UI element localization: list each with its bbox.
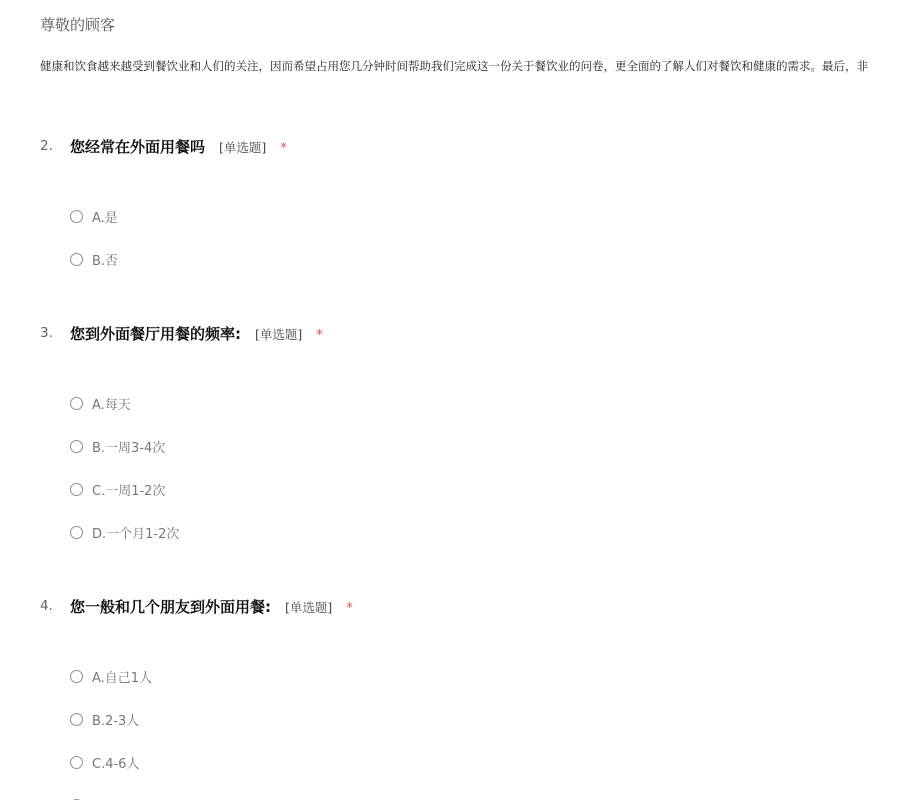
- option-3-b[interactable]: [70, 436, 165, 456]
- option-label[interactable]: A.自己1人: [92, 670, 153, 686]
- radio-button[interactable]: [70, 483, 83, 496]
- question-title: 您经常在外面用餐吗: [70, 138, 206, 156]
- question-type-tag: [单选题]: [219, 140, 267, 155]
- option-2-a[interactable]: [70, 206, 118, 226]
- question-header: [40, 136, 890, 160]
- option-label[interactable]: A.是: [92, 210, 118, 226]
- option-label[interactable]: A.每天: [92, 397, 131, 413]
- option-label[interactable]: C.一周1-2次: [92, 483, 166, 499]
- question-2: [40, 136, 890, 269]
- option-label[interactable]: C.4-6人: [92, 756, 140, 772]
- radio-button[interactable]: [70, 397, 83, 410]
- question-header: [40, 323, 890, 347]
- question-type-tag: [单选题]: [255, 327, 303, 342]
- option-4-a[interactable]: [70, 666, 152, 686]
- radio-button[interactable]: [70, 210, 83, 223]
- required-marker: *: [346, 601, 353, 616]
- required-marker: *: [280, 141, 287, 156]
- option-label[interactable]: B.2-3人: [92, 713, 140, 729]
- question-number: 2.: [40, 138, 53, 154]
- option-3-d[interactable]: [70, 522, 179, 542]
- survey-intro: 健康和饮食越来越受到餐饮业和人们的关注，因而希望占用您几分钟时间帮助我们完成这一份关于餐饮业的问卷，更全面的了解人们对餐饮和健康的需求。最后，非: [40, 59, 868, 73]
- question-title-group: [70, 323, 323, 344]
- question-type-tag: [单选题]: [285, 600, 333, 615]
- question-title: 您到外面餐厅用餐的频率:: [70, 325, 241, 343]
- radio-button[interactable]: [70, 756, 83, 769]
- option-label[interactable]: D.一个月1-2次: [92, 526, 180, 542]
- radio-button[interactable]: [70, 670, 83, 683]
- question-4: [40, 596, 890, 772]
- option-label[interactable]: B.一周3-4次: [92, 440, 166, 456]
- radio-button[interactable]: [70, 713, 83, 726]
- option-3-c[interactable]: [70, 479, 165, 499]
- question-number: 4.: [40, 598, 53, 614]
- option-4-b[interactable]: [70, 709, 139, 729]
- option-3-a[interactable]: [70, 393, 131, 413]
- question-title-group: [70, 136, 287, 157]
- option-4-c[interactable]: [70, 752, 139, 772]
- option-4-d[interactable]: [70, 795, 92, 800]
- radio-button[interactable]: [70, 253, 83, 266]
- option-label[interactable]: B.否: [92, 253, 119, 269]
- survey-greeting: 尊敬的顾客: [40, 16, 116, 34]
- radio-button[interactable]: [70, 440, 83, 453]
- required-marker: *: [316, 328, 323, 343]
- radio-button[interactable]: [70, 526, 83, 539]
- option-2-b[interactable]: [70, 249, 118, 269]
- question-title-group: [70, 596, 353, 617]
- question-title: 您一般和几个朋友到外面用餐:: [70, 598, 271, 616]
- question-number: 3.: [40, 325, 53, 341]
- question-header: [40, 596, 890, 620]
- question-3: [40, 323, 890, 542]
